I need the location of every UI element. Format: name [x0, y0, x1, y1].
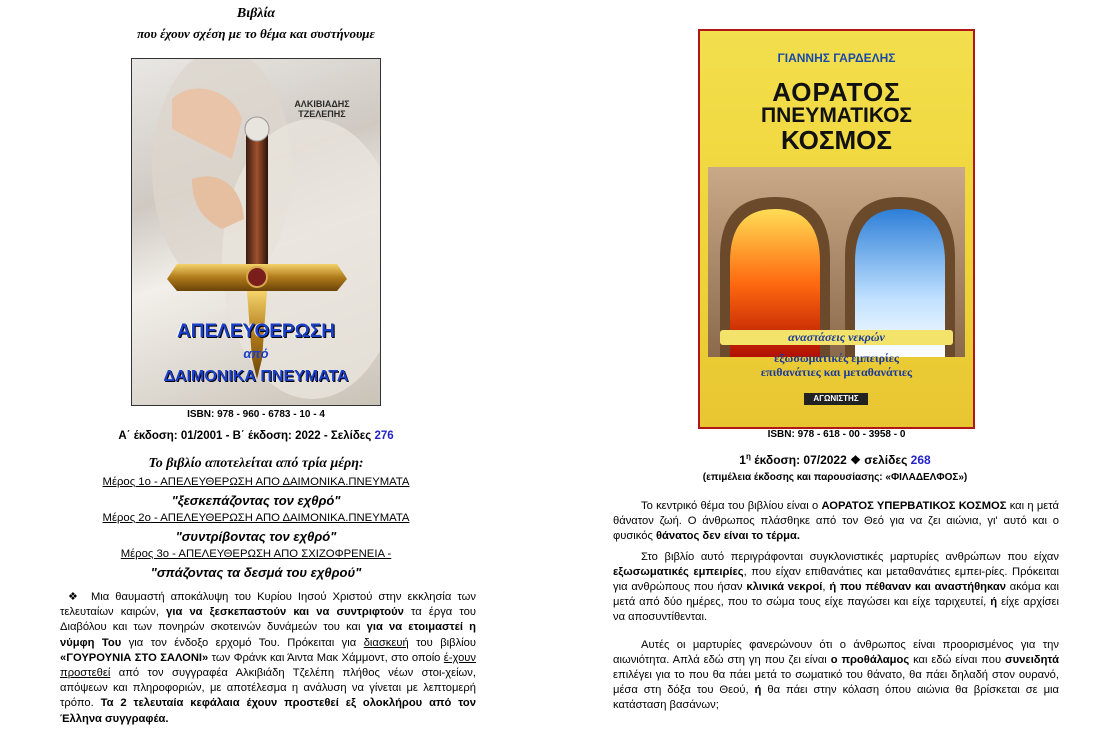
cover-subtitle-line: επιθανάτιες και μεταθανάτιες	[760, 365, 913, 379]
cover-author	[282, 99, 362, 119]
desc-text: και η μετά θάνατον ζωή. Ο άνθρωπος πλάσθηκε από τον Θεό για να ζει αιώνια, γι' αυτό και ο φυσικός	[613, 500, 1059, 543]
desc-bold: «ΓΟΥΡΟΥΝΙΑ ΣΤΟ ΣΑΛΟΝΙ»	[60, 651, 209, 664]
cover-title-line1: ΑΠΕΛΕΥΘΕΡΩΣΗ	[177, 321, 335, 342]
desc-bold: ή	[754, 684, 762, 697]
cover-subtitle-line: εξωσωματικές εμπειρίες	[774, 351, 899, 365]
desc-text: ,	[822, 581, 830, 594]
edition-info	[600, 452, 1070, 467]
cover-title-line: ΑΟΡΑΤΟΣ	[772, 77, 901, 107]
book2-description	[613, 499, 1059, 714]
bullet-icon: ❖	[68, 591, 81, 603]
desc-underline: διασκευή	[363, 636, 409, 649]
desc-bold: για να ξεσκεπαστούν και να συντριφτούν	[166, 606, 404, 619]
desc-text: Το κεντρικό θέμα του βιβλίου είναι ο	[641, 500, 822, 512]
cover-author-line: ΤΖΕΛΕΠΗΣ	[298, 109, 346, 119]
page-count: 268	[910, 453, 931, 467]
part-title: - ΑΠΕΛΕΥΘΕΡΩΣΗ ΑΠΟ ΔΑΙΜΟΝΙΚΑ.ΠΝΕΥΜΑΤΑ	[150, 512, 410, 524]
part-title: - ΑΠΕΛΕΥΘΕΡΩΣΗ ΑΠΟ ΣΧΙΖΟΦΡΕΝΕΙΑ -	[169, 548, 392, 560]
desc-text: από τον συγγραφέα Αλκιβιάδη Τζελέπη πλήθος νέων στοι-χείων, απόψεων και πληροφοριών, με αποτέλεσμα η ανάλυση να γίνεται με λεπτομερή τρόπο.	[60, 667, 476, 710]
desc-bold: ο προθάλαμος	[830, 653, 910, 666]
description-paragraph	[613, 638, 1059, 714]
description-paragraph	[613, 499, 1059, 545]
part-label: Μέρος 2ο	[102, 512, 151, 524]
cover-title-line2: από	[243, 346, 269, 361]
desc-text: και εδώ είναι που	[909, 653, 1005, 666]
desc-bold: ΑΟΡΑΤΟΣ ΥΠΕΡΒΑΤΙΚΟΣ ΚΟΣΜΟΣ	[821, 500, 1007, 512]
cover-author-line: ΑΛΚΙΒΙΑΔΗΣ	[294, 99, 350, 109]
part-title: - ΑΠΕΛΕΥΘΕΡΩΣΗ ΑΠΟ ΔΑΙΜΟΝΙΚΑ.ΠΝΕΥΜΑΤΑ	[150, 476, 410, 488]
desc-text: Αυτές οι μαρτυρίες φανερώνουν ότι ο άνθρωπος είναι προορισμένος για την αιωνιότητα. Απλά εδώ στη γη που ζει είναι	[613, 638, 1059, 666]
edition-text: Α΄ έκδοση: 01/2001 - Β΄ έκδοση: 2022 - Σελίδες	[118, 430, 375, 442]
part-motto: "συντρίβοντας τον εχθρό"	[175, 529, 337, 544]
part-label: Μέρος 1ο	[102, 476, 151, 488]
parts-intro: Το βιβλίο αποτελείται από τρία μέρη:	[148, 456, 364, 471]
edition-text: έκδοση: 07/2022 ❖ σελίδες	[750, 453, 911, 467]
desc-text: Μια θαυμαστή αποκάλυψη του Κυρίου Ιησού Χριστού στην εκκλησία των τελευταίων καιρών,	[60, 591, 477, 619]
desc-text: ακόμα και μετά από δύο ημέρες, που το σώμα τους είχε παγώσει και είχε ταριχευτεί,	[613, 581, 1059, 609]
edition-number: 1	[739, 453, 746, 467]
section-heading-title: Βιβλία	[236, 6, 276, 21]
cover-ribbon: αναστάσεις νεκρών	[720, 330, 953, 345]
isbn-label: ISBN: 978 - 618 - 00 - 3958 - 0	[767, 429, 906, 440]
cover-title-line: ΠΝΕΥΜΑΤΙΚΟΣ	[760, 104, 913, 127]
desc-bold: συνειδητά	[1005, 653, 1059, 666]
desc-bold: θάνατος δεν είναι το τέρμα.	[655, 530, 800, 543]
desc-bold: ή	[990, 596, 998, 609]
cover-author: ΓΙΑΝΝΗΣ ΓΑΡΔΕΛΗΣ	[777, 51, 896, 65]
desc-text: είχε αρχίσει να αποσυντίθενται.	[613, 596, 1059, 624]
book-cover-invisible-world	[698, 29, 975, 429]
cover-title-line3: ΔΑΙΜΟΝΙΚΑ ΠΝΕΥΜΑΤΑ	[163, 368, 349, 385]
desc-bold: Τα 2 τελευταία κεφάλαια έχουν προστεθεί εξ ολοκλήρου από τον Έλληνα συγγραφέα.	[60, 697, 476, 725]
book1-description	[60, 590, 476, 727]
desc-bold: ή που πέθαναν και αναστήθηκαν	[829, 581, 1006, 594]
isbn-label: ISBN: 978 - 960 - 6783 - 10 - 4	[187, 409, 325, 420]
editing-note: (επιμέλεια έκδοσης και παρουσίασης: «ΦΙΛΑΔΕΛΦΟΣ»)	[702, 472, 968, 483]
desc-underline: έ-χουν προστεθεί	[60, 651, 477, 680]
part-item	[60, 548, 452, 565]
desc-bold: για να ετοιμαστεί η νύμφη Του	[60, 621, 477, 649]
part-motto: "σπάζοντας τα δεσμά του εχθρού"	[150, 565, 362, 580]
desc-text: τα έργα του Διαβόλου και των πονηρών σκοτεινών δυνάμεών του και	[60, 606, 476, 634]
cover-subtitle	[700, 351, 973, 379]
desc-bold: εξωσωματικές εμπειρίες	[613, 565, 744, 578]
description-paragraph	[613, 550, 1059, 626]
part-label: Μέρος 3ο	[120, 548, 170, 560]
part-item	[60, 476, 452, 493]
desc-text: , που είχαν επιθανάτιες και μεταθανάτιες εμπει-ρίες. Πρόκειται για ανθρώπους που ήσαν	[613, 565, 1059, 594]
desc-text: θα πάει στην κόλαση όπου αιώνια θα βρίσκεται σε μια κατάσταση βασάνων;	[613, 684, 1060, 712]
desc-text: Στο βιβλίο αυτό περιγράφονται συγκλονιστικές μαρτυρίες ανθρώπων που είχαν	[641, 550, 1059, 563]
book-cover-liberation	[131, 58, 381, 406]
desc-text: των Φράνκ και Άιντα Μακ Χάμμοντ, στο οποίο	[208, 651, 444, 664]
cover-title	[700, 79, 973, 153]
cover-title-line: ΚΟΣΜΟΣ	[781, 125, 892, 155]
edition-info	[60, 430, 452, 442]
cover-publisher: ΑΓΩΝΙΣΤΗΣ	[804, 393, 868, 405]
desc-text: επιλέγει για το που θα πάει μετά το σωματικό του θάνατο, θα πάει δηλαδή στον ουρανό, μέσα στη δόξα του Θεού,	[613, 669, 1059, 697]
page-count: 276	[374, 430, 394, 442]
part-motto: "ξεσκεπάζοντας τον εχθρό"	[171, 493, 341, 508]
section-heading-subtitle: που έχουν σχέση με το θέμα και συστήνουμε	[137, 26, 375, 41]
cover-illustration	[700, 167, 973, 357]
part-item	[60, 512, 452, 529]
parts-list	[60, 476, 452, 584]
desc-bold: κλινικά νεκροί	[746, 581, 823, 594]
desc-text: για τον ένδοξο ερχομό Του. Πρόκειται για	[121, 636, 364, 649]
edition-sup: η	[745, 452, 751, 461]
desc-text: του βιβλίου	[408, 636, 477, 649]
